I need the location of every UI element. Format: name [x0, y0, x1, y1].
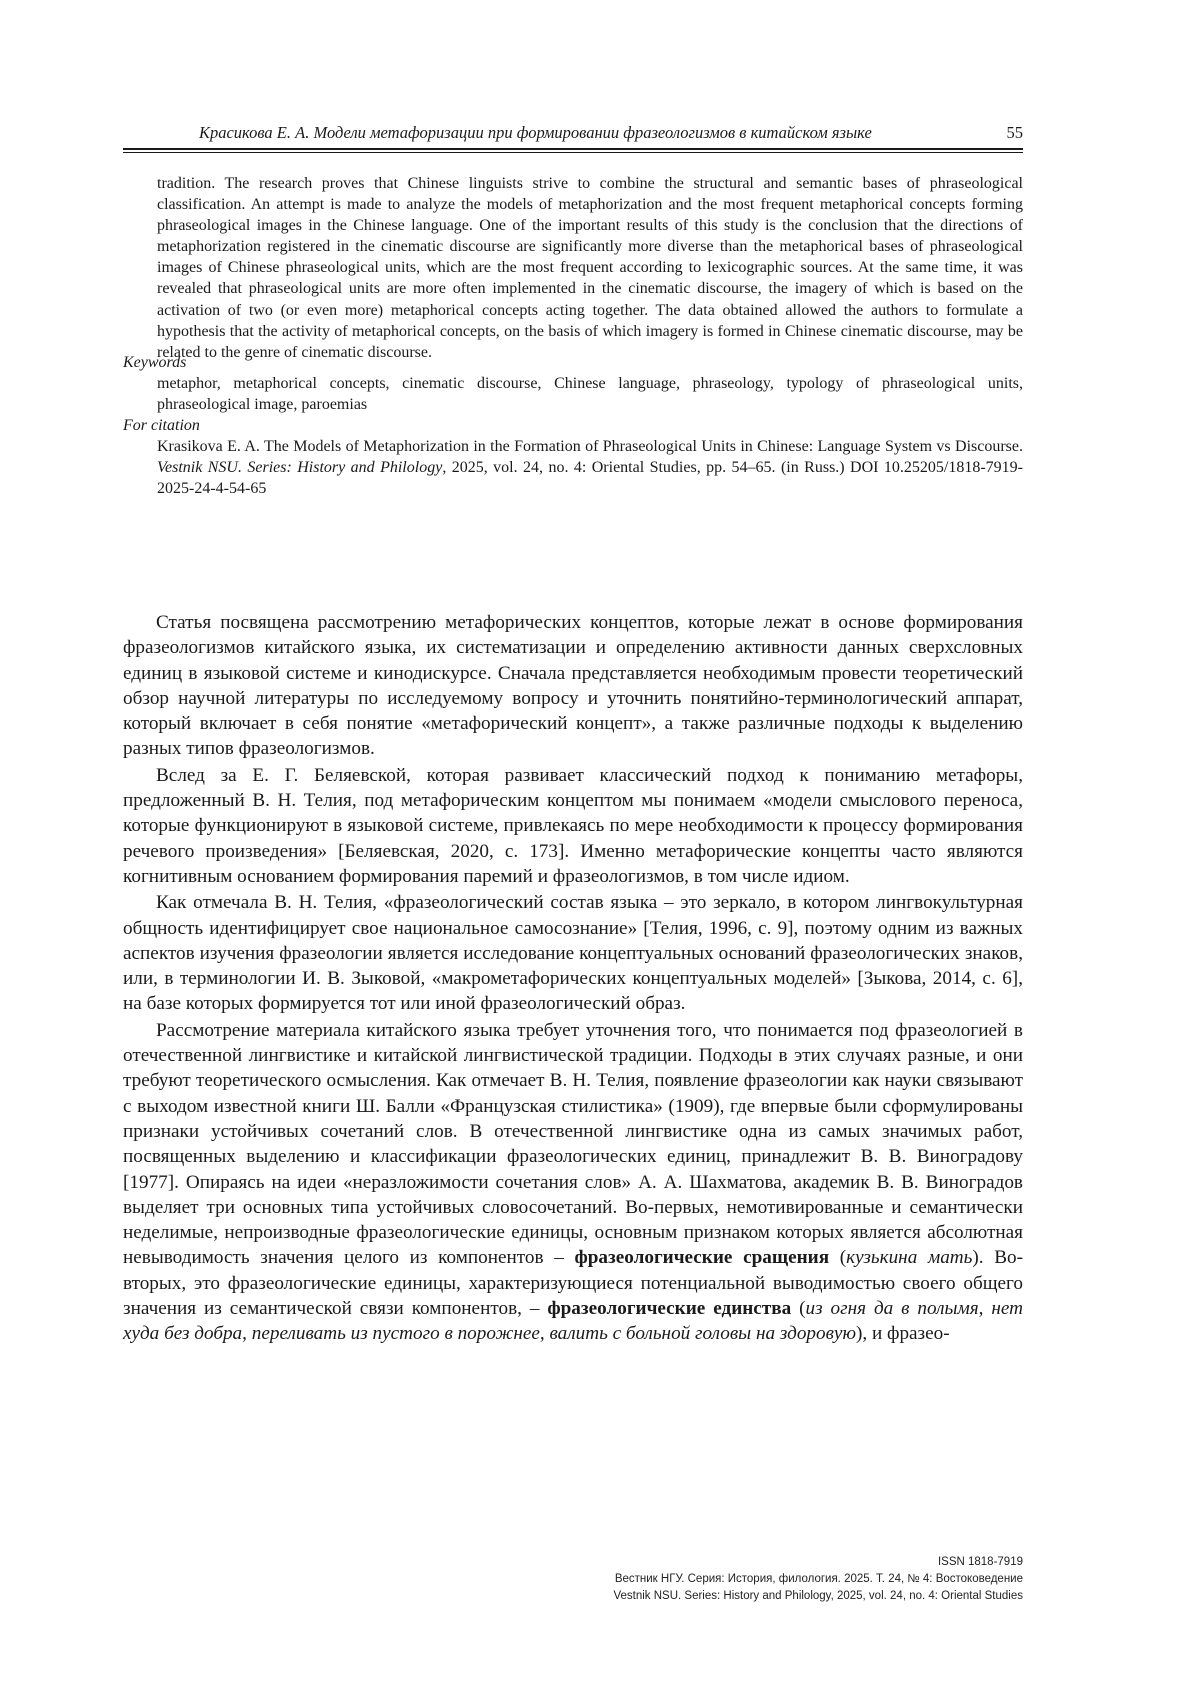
citation-journal: Vestnik NSU. Series: History and Philology — [157, 459, 443, 477]
abstract-text: tradition. The research proves that Chinese linguists strive to combine the structural and semantic bases of phraseological classification. An attempt is made to analyze the models of metaphorization and the most frequent metaphorical concepts forming phraseological images in the Chinese language. One of the important results of this study is the conclusion that the directions of metaphorization registered in the cinematic discourse are significantly more diverse than the metaphorical bases of phraseological images of Chinese phraseological units, which are the most frequent according to lexicographic sources. At the same time, it was revealed that phraseological units are more often implemented in the cinematic discourse, the imagery of which is based on the activation of two (or even more) metaphorical concepts acting together. The data obtained allowed the authors to formulate a hypothesis that the activity of metaphorical concepts, on the basis of which imagery is formed in Chinese cinematic discourse, may be related to the genre of cinematic discourse. — [157, 175, 1023, 361]
citation-text — [157, 436, 1023, 499]
header-rule-thin — [123, 152, 1023, 153]
header-rule — [123, 148, 1023, 150]
citation-label: For citation — [123, 417, 200, 434]
body-paragraph-1: Статья посвящена рассмотрению метафорических концептов, которые лежат в основе формирования фразеологизмов китайского языка, их систематизации и определению активности данных сверхсловных единиц в языковой системе и кинодискурсе. Сначала представляется необходимым провести теоретический обзор научной литературы по исследуемому вопросу и уточнить понятийно-терминологический аппарат, который включает в себя понятие «метафорический концепт», а также различные подходы к выделению разных типов фразеологизмов. — [123, 612, 1023, 760]
abstract-continuation — [157, 173, 1023, 363]
keywords-text: metaphor, metaphorical concepts, cinematic discourse, Chinese language, phraseology, typology of phraseological units, phraseological image, paroemias — [157, 375, 1023, 414]
body-paragraph-4 — [123, 1018, 1023, 1347]
page-number: 55 — [1006, 123, 1023, 142]
body-paragraph-3: Как отмечала В. Н. Телия, «фразеологический состав языка – это зеркало, в котором лингвокультурная общность идентифицирует свое национальное самосознание» [Телия, 1996, с. 9], поэтому одним из важных аспектов изучения фразеологии является исследование концептуальных оснований фразеологических знаков, или, в терминологии И. В. Зыковой, «макрометафорических концептуальных моделей» [Зыкова, 2014, с. 6], на базе которых формируется тот или иной фразеологический образ. — [123, 892, 1023, 1015]
example-2: из огня да в полымя — [805, 1298, 979, 1320]
footer-journal-en: Vestnik NSU. Series: History and Philology, 2025, vol. 24, no. 4: Oriental Studies — [613, 1590, 1023, 1602]
citation-block — [157, 436, 1023, 499]
running-header — [123, 118, 1023, 148]
p4-text-g: , — [539, 1323, 550, 1345]
article-body — [123, 610, 1023, 1348]
p4-text-f: , — [242, 1323, 252, 1345]
citation-part2: , 2025, vol. 24, no. 4: Oriental Studies, pp. 54–65. (in Russ.) DOI 10.25205/1818-7919-2025-24-4-54-65 — [157, 459, 1024, 498]
p4-text-a: Рассмотрение материала китайского языка требует уточнения того, что понимается под фразеологией в отечественной лингвистике и китайской лингвистической традиции. Подходы в этих случаях разные, и они требуют теоретического осмысления. Как отмечает В. Н. Телия, появление фразеологии как науки связывают с выходом известной книги Ш. Балли «Французская стилистика» (1909), где впервые были сформулированы признаки устойчивых сочетаний слов. В отечественной лингвистике одна из самых значимых работ, посвященных выделению и классификации фразеологических единиц, принадлежит В. В. Виноградову [1977]. Опираясь на идеи «неразложимости сочетания слов» А. А. Шахматова, академик В. В. Виноградов выделяет три основных типа устойчивых словосочетаний. Во-первых, немотивированные и семантически неделимые, непроизводные фразеологические единицы, основным признаком которых является абсолютная невыводимость значения целого из компонентов – — [123, 1019, 1023, 1269]
example-3: нет худа без добра — [123, 1298, 1023, 1345]
footer-issn: ISSN 1818-7919 — [937, 1556, 1023, 1568]
p4-text-d: ( — [791, 1298, 806, 1320]
example-5: валить с больной головы на здоровую — [549, 1323, 856, 1345]
footer-journal-ru: Вестник НГУ. Серия: История, филология. 2025. Т. 24, № 4: Востоковедение — [614, 1573, 1023, 1585]
example-4: переливать из пустого в порожнее — [251, 1323, 540, 1345]
running-header-title: Красикова Е. А. Модели метафоризации при формировании фразеологизмов в китайском языке — [199, 123, 872, 142]
p4-text-c: ). Во-вторых, это фразеологические единицы, характеризующиеся потенциальной выводимостью своего общего значения из семантической связи компонентов, – — [123, 1247, 1024, 1320]
example-1: кузькина мать — [846, 1247, 973, 1269]
p4-text-b: ( — [829, 1247, 847, 1269]
journal-footer — [613, 1554, 1023, 1605]
term-phraseological-unities: фразеологические единства — [547, 1298, 792, 1320]
body-paragraph-2: Вслед за Е. Г. Беляевской, которая развивает классический подход к пониманию метафоры, предложенный В. Н. Телия, под метафорическим концептом мы понимаем «модели смыслового переноса, которые функционируют в языковой системе, привлекаясь по мере необходимости к процессу формирования речевого произведения» [Беляевская, 2020, с. 173]. Именно метафорические концепты часто являются когнитивным основанием формирования паремий и фразеологизмов, в том числе идиом. — [123, 764, 1023, 887]
keywords-block — [157, 373, 1023, 415]
p4-text-h: ), и фразео- — [855, 1323, 950, 1345]
term-phraseological-fusions: фразеологические сращения — [574, 1247, 830, 1269]
p4-text-e: , — [978, 1298, 992, 1320]
citation-part1: Krasikova E. A. The Models of Metaphorization in the Formation of Phraseological Units in Chinese: Language System vs Discourse. — [157, 438, 1023, 455]
keywords-label: Keywords — [123, 354, 187, 371]
